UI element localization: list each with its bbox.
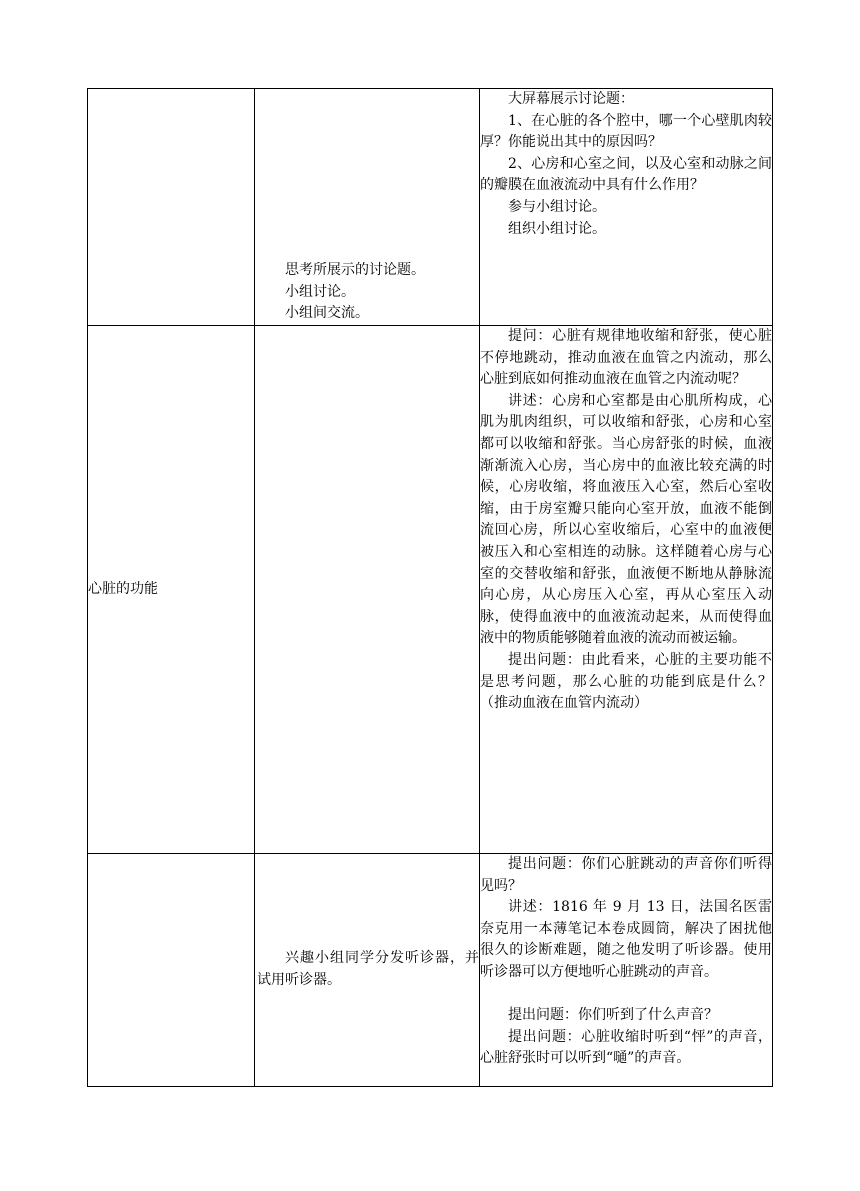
teacher-text: 组织小组讨论。 [508, 220, 606, 237]
lesson-plan-table [87, 88, 773, 1087]
teacher-activity-cell [480, 854, 773, 1087]
student-activity-cell [255, 854, 480, 1087]
table-row [88, 326, 773, 854]
topic-cell [88, 89, 255, 326]
table-row [88, 854, 773, 1087]
student-text: 小组间交流。 [285, 305, 369, 322]
teacher-text: 大屏幕展示讨论题： [508, 91, 634, 107]
spacer [480, 984, 772, 1006]
teacher-text: 参与小组讨论。 [508, 198, 606, 215]
topic-text: 心脏的功能 [88, 580, 158, 597]
topic-cell [88, 854, 255, 1087]
student-activity-cell [255, 326, 480, 854]
teacher-text: 提问：心脏有规律地收缩和舒张，使心脏不停地跳动，推动血液在血管之内流动，那么心脏到底如何推动血液在血管之内流动呢？ [480, 328, 772, 388]
student-text: 兴趣小组同学分发听诊器，并试用听诊器。 [257, 950, 479, 988]
teacher-text: 提出问题：由此看来，心脏的主要功能不是思考问题，那么心脏的功能到底是什么？（推动血液在血管内流动） [480, 651, 772, 712]
topic-cell [88, 326, 255, 854]
teacher-text: 提出问题：你们听到了什么声音？ [508, 1007, 718, 1024]
teacher-text: 提出问题：你们心脏跳动的声音你们听得见吗？ [480, 856, 772, 894]
teacher-text: 讲述：1816 年 9 月 13 日，法国名医雷奈克用一本薄笔记本卷成圆筒，解决了困扰他很久的诊断难题，随之他发明了听诊器。使用听诊器可以方便地听心脏跳动的声音。 [480, 899, 772, 980]
teacher-activity-cell [480, 89, 773, 326]
table-row [88, 89, 773, 326]
teacher-text: 讲述：心房和心室都是由心肌所构成，心肌为肌肉组织，可以收缩和舒张，心房和心室都可以收缩和舒张。当心房舒张的时候，血液渐渐流入心房，当心房中的血液比较充满的时候，心房收缩，将血液压入心室，然后心室收缩，由于房室瓣只能向心室开放，血液不能倒流回心房，所以心室收缩后，心室中的血液便被压入和心室相连的动脉。这样随着心房与心室的交替收缩和舒张，血液便不断地从静脉流向心房，从心房压入心室，再从心室压入动脉，使得血液中的血液流动起来，从而使得血液中的物质能够随着血液的流动而被运输。 [480, 392, 772, 647]
teacher-activity-cell [480, 326, 773, 854]
teacher-text: 提出问题：心脏收缩时听到“怦”的声音，心脏舒张时可以听到“嗵”的声音。 [480, 1028, 772, 1067]
teacher-text: 2、心房和心室之间，以及心室和动脉之间的瓣膜在血液流动中具有什么作用？ [480, 155, 772, 194]
teacher-text: 1、在心脏的各个腔中，哪一个心壁肌肉较厚？你能说出其中的原因吗？ [480, 112, 772, 151]
student-text: 小组讨论。 [285, 283, 355, 300]
student-activity-cell [255, 89, 480, 326]
student-text: 思考所展示的讨论题。 [285, 262, 425, 279]
